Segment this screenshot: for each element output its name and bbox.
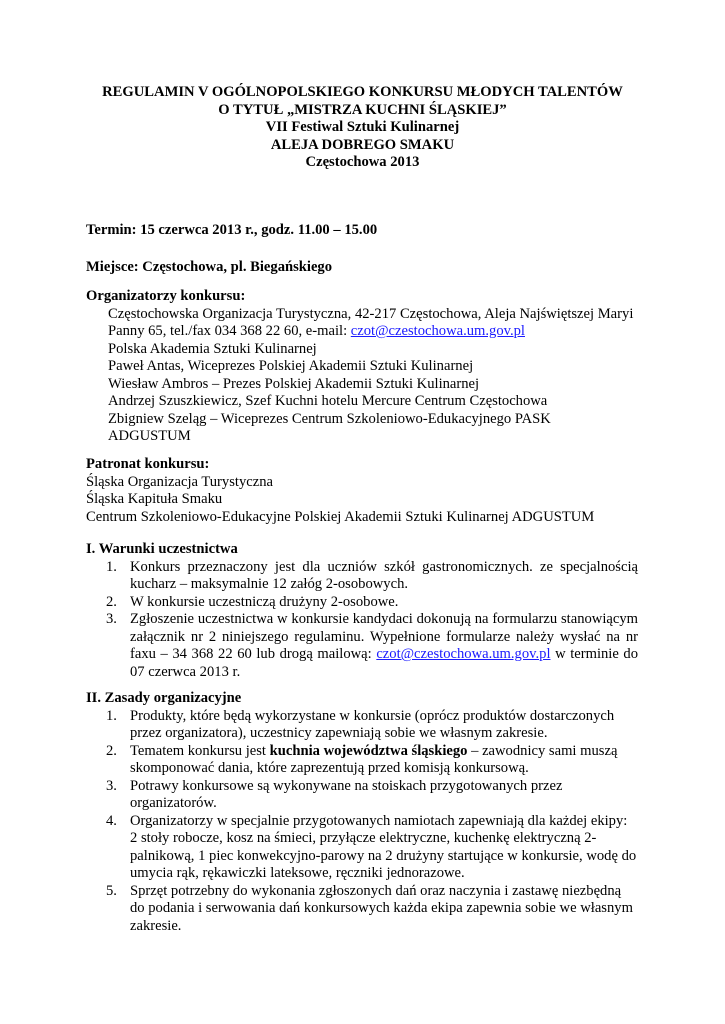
participation-list [86,559,646,682]
list-item [86,611,638,681]
header-title-line-2: O TYTUŁ „MISTRZA KUCHNI ŚLĄSKIEJ” [218,101,507,118]
list-item [86,559,638,594]
header-festival: VII Festiwal Sztuki Kulinarnej [265,119,460,135]
document-header [0,84,725,172]
list-text-bold: kuchnia województwa śląskiego [269,742,468,759]
organizers-section [86,288,646,446]
list-item [86,813,638,883]
list-text: Potrawy konkursowe są wykonywane na stoiskach przygotowanych przez organizatorów. [130,777,563,811]
list-text: Sprzęt potrzebny do wykonania zgłoszonych dań oraz naczynia i zastawę niezbędną do podania i serwowania dań konkursowych każda ekipa zapewnia sobie we własnym zakresie. [130,882,633,934]
list-text: w terminie do 07 czerwca 2013 r. [130,646,638,680]
list-item [86,594,638,612]
patronage-section [86,456,646,526]
header-city-year: Częstochowa 2013 [305,154,420,170]
list-item [86,883,638,936]
list-number: 1. [106,558,117,575]
list-text: – zawodnicy sami muszą skomponować dania, które zaprezentują przed komisją konkursową. [130,742,618,776]
list-item [86,778,638,813]
organizer-line: Wiesław Ambros – Prezes Polskiej Akademii Sztuki Kulinarnej [108,375,480,392]
list-number: 3. [106,611,117,627]
list-text: W konkursie uczestniczą drużyny 2-osobowe. [130,593,399,610]
patron-line: Śląska Organizacja Turystyczna [86,473,273,490]
list-number: 2. [106,593,117,610]
email-link[interactable]: czot@czestochowa.um.gov.pl [376,646,551,662]
organizer-address: Panny 65, tel./fax 034 368 22 60, e-mail: [108,323,351,339]
list-text: Organizatorzy w specjalnie przygotowanych namiotach zapewniają dla każdej ekipy: 2 stoły robocze, kosz na śmieci, przyłącze elektryczne, kuchenkę elektryczną 2-palnikową, 1 piec konwekcyjno-parowy na 2 drużyny startujące w konkursie, wodę do umycia rąk, rękawiczki lateksowe, ręczniki jednorazowe. [130,812,637,881]
header-event-name: ALEJA DOBREGO SMAKU [270,136,455,153]
organizers-heading: Organizatorzy konkursu: [86,288,246,304]
list-text: Produkty, które będą wykorzystane w konkursie (oprócz produktów dostarczonych przez organizatora), uczestnicy zapewniają sobie we własnym zakresie. [130,707,615,741]
organizer-line: ADGUSTUM [108,428,191,444]
event-date: Termin: 15 czerwca 2013 r., godz. 11.00 – 15.00 [86,222,378,238]
list-item [86,708,638,743]
list-item [86,743,638,778]
header-title-line-1: REGULAMIN V OGÓLNOPOLSKIEGO KONKURSU MŁODYCH TALENTÓW [102,84,623,100]
email-link[interactable]: czot@czestochowa.um.gov.pl [350,323,525,339]
organizer-line: Częstochowska Organizacja Turystyczna, 42-217 Częstochowa, Aleja Najświętszej Maryi [108,305,634,322]
section-heading: I. Warunki uczestnictwa [86,541,238,557]
section-organization [86,690,646,935]
section-participation [86,541,646,681]
organizer-line: Paweł Antas, Wiceprezes Polskiej Akademii Sztuki Kulinarnej [108,358,474,374]
list-number: 2. [106,742,117,759]
organizer-line: Zbigniew Szeląg – Wiceprezes Centrum Szkoleniowo-Edukacyjnego PASK [108,410,551,427]
organizer-line: Polska Akademia Sztuki Kulinarnej [108,340,317,357]
patron-line: Śląska Kapituła Smaku [86,491,223,507]
organizer-line [86,323,646,341]
organization-list [86,708,646,936]
list-number: 1. [106,707,117,724]
list-number: 3. [106,777,117,794]
list-number: 4. [106,812,117,829]
list-text: Konkurs przeznaczony jest dla uczniów szkół gastronomicznych. ze specjalnością kucharz – maksymalnie 12 załóg 2-osobowych. [130,558,638,592]
patronage-heading: Patronat konkursu: [86,456,210,472]
list-text: Tematem konkursu jest [130,742,270,759]
list-number: 5. [106,882,117,899]
event-place: Miejsce: Częstochowa, pl. Biegańskiego [86,259,333,275]
patron-line: Centrum Szkoleniowo-Edukacyjne Polskiej Akademii Sztuki Kulinarnej ADGUSTUM [86,508,595,525]
list-text: Zgłoszenie uczestnictwa w konkursie kandydaci dokonują na formularzu stanowiącym załącznik nr 2 niniejszego regulaminu. Wypełnione formularze należy wysłać na nr faxu – 34 368 22 60 lub drogą mailową: [130,611,638,662]
section-heading: II. Zasady organizacyjne [86,690,242,706]
organizer-line: Andrzej Szuszkiewicz, Szef Kuchni hotelu Mercure Centrum Częstochowa [108,393,548,409]
